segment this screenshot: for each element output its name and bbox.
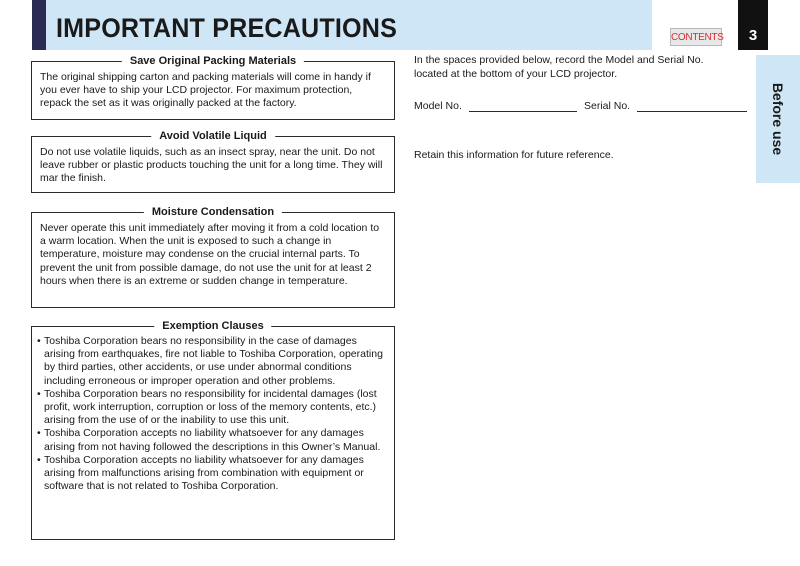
volatile-section-title: Avoid Volatile Liquid: [151, 129, 275, 143]
model-no-label: Model No.: [414, 100, 462, 112]
contents-button[interactable]: CONTENTS: [670, 28, 722, 46]
volatile-section-text: Do not use volatile liquids, such as an insect spray, near the unit. Do not leave rubber or plastic products touching the unit for a long time. They will mar the finish.: [40, 146, 383, 185]
header-accent-bar: [32, 0, 46, 50]
packing-section-title: Save Original Packing Materials: [122, 54, 304, 68]
model-no-field[interactable]: [469, 111, 577, 112]
page-number: 3: [738, 0, 768, 50]
record-fields: [414, 100, 754, 116]
moisture-section-title: Moisture Condensation: [144, 205, 282, 219]
exemption-item: • Toshiba Corporation accepts no liability whatsoever for any damages arising from malfunctions arising from combination with equipment or software that is not related to Toshiba Corporation.: [38, 454, 386, 494]
record-intro: In the spaces provided below, record the Model and Serial No. located at the bottom of your LCD projector.: [414, 54, 704, 80]
retain-note: Retain this information for future reference.: [414, 149, 614, 161]
packing-section-text: The original shipping carton and packing materials will come in handy if you ever have to ship your LCD projector. For maximum protection, repack the set as it was originally packed at the factory.: [40, 71, 371, 110]
serial-no-field[interactable]: [637, 111, 747, 112]
side-tab-label: Before use: [770, 82, 786, 156]
exemption-list: [38, 335, 386, 493]
exemption-item: • Toshiba Corporation accepts no liability whatsoever for any damages arising from not having followed the descriptions in this Owner’s Manual.: [38, 427, 386, 453]
moisture-section-text: Never operate this unit immediately after moving it from a cold location to a warm location. When the unit is exposed to such a change in temperature, moisture may condense on the crucial internal parts. To prevent the unit from possible damage, do not use the unit for at least 2 hours when there is an extreme or sudden change in temperature.: [40, 222, 380, 287]
exemption-item: • Toshiba Corporation bears no responsibility for incidental damages (lost profit, work interruption, corruption or loss of the memory contents, etc.) arising from the use of or the inability to use this unit.: [38, 388, 386, 428]
exemption-section-title: Exemption Clauses: [154, 319, 271, 333]
page-title: IMPORTANT PRECAUTIONS: [56, 13, 398, 43]
packing-section: [31, 55, 395, 120]
volatile-section: [31, 130, 395, 193]
moisture-section: [31, 206, 395, 308]
exemption-section: [31, 320, 395, 540]
exemption-item: • Toshiba Corporation bears no responsibility in the case of damages arising from earthquakes, fire not liable to Toshiba Corporation, operating by third parties, other accidents, or use under abnormal conditions including erroneous or improper operation and other problems.: [38, 335, 386, 388]
serial-no-label: Serial No.: [584, 100, 631, 112]
